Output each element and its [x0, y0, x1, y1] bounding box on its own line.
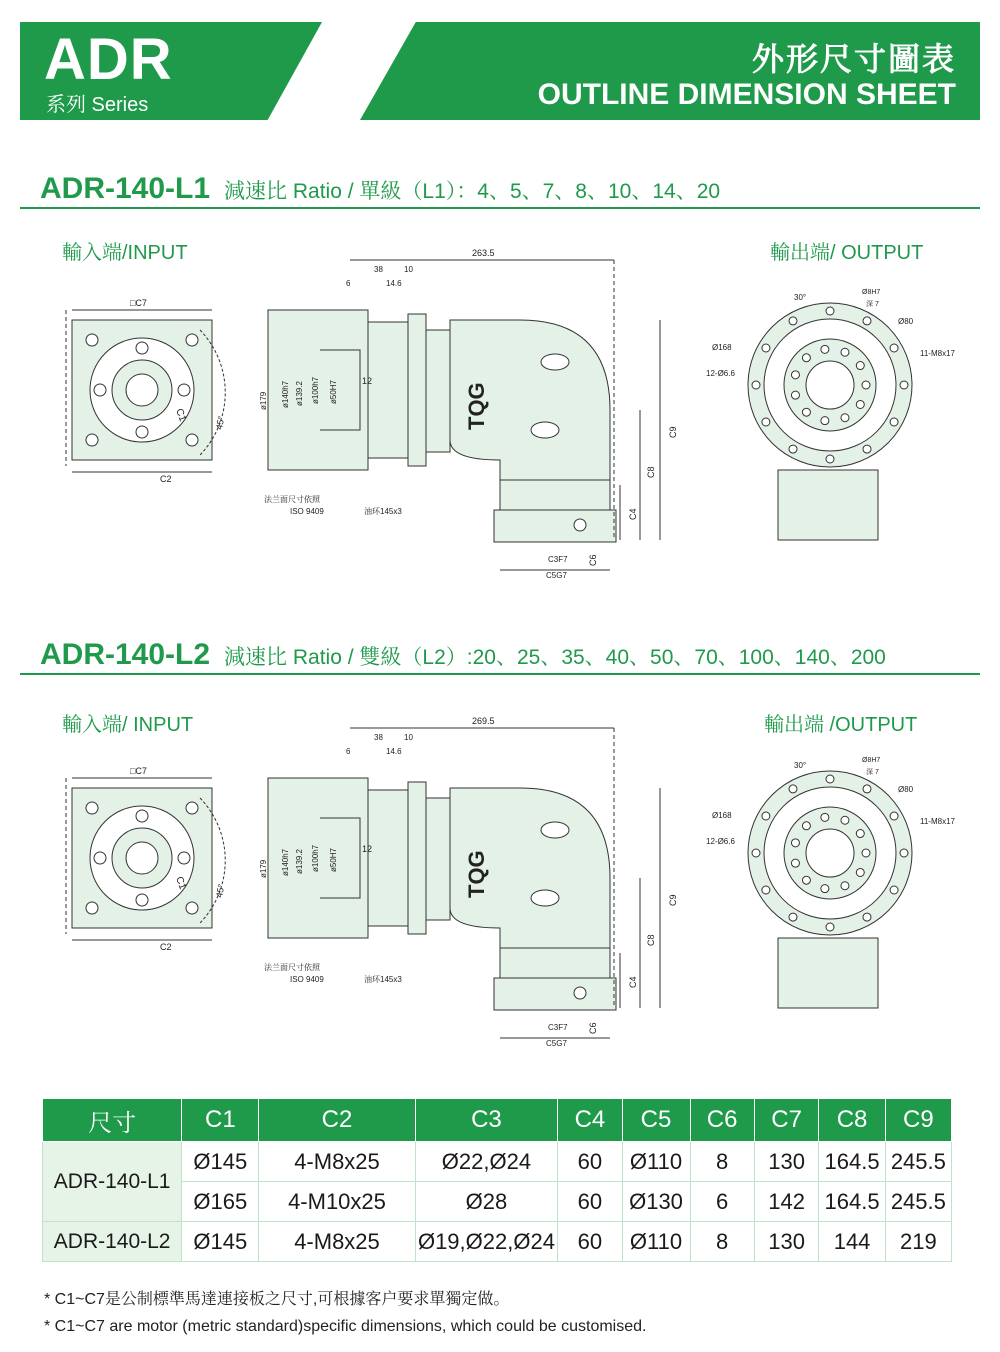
dim-phi50: ø50H7 [329, 379, 338, 404]
dim-c6: C6 [588, 554, 598, 566]
dim-c1: C1 [173, 875, 188, 892]
dim-6: 6 [346, 279, 351, 288]
dim-phi140: ø140h7 [281, 848, 290, 876]
bolt-hole [86, 902, 98, 914]
dim-angle: 45° [214, 883, 227, 899]
thread-hole [862, 849, 870, 857]
section-model: ADR-140-L1 [40, 172, 211, 205]
outer-bolt-hole [762, 886, 770, 894]
thread-hole [856, 400, 864, 408]
outer-bolt-hole [890, 344, 898, 352]
lifting-eye [531, 890, 559, 906]
key-hole [574, 519, 586, 531]
dim-10: 10 [404, 265, 413, 274]
table-cell: 219 [885, 1222, 951, 1262]
table-header: C9 [885, 1099, 951, 1142]
dim-phi80: Ø80 [898, 785, 914, 794]
output-flange-view [748, 303, 912, 540]
outer-bolt-hole [789, 317, 797, 325]
table-model-cell: ADR-140-L1 [43, 1142, 182, 1222]
section-heading-l2 [40, 638, 886, 672]
outer-bolt-hole [826, 455, 834, 463]
table-header: C1 [182, 1099, 259, 1142]
dim-12: 12 [362, 844, 373, 854]
thread-hole [841, 348, 849, 356]
table-model-cell: ADR-140-L2 [43, 1222, 182, 1262]
dim-c4: C4 [628, 508, 638, 520]
bolt-hole [178, 852, 190, 864]
dim-phi179: ø179 [259, 391, 268, 410]
key-hole [574, 987, 586, 999]
table-cell: Ø145 [182, 1142, 259, 1182]
dim-c5: C5G7 [546, 571, 567, 580]
output-label: 輸出端 /OUTPUT [764, 714, 918, 736]
dim-c7: □C7 [130, 298, 147, 308]
table-cell: Ø22,Ø24 [415, 1142, 558, 1182]
table-cell: 4-M8x25 [259, 1142, 415, 1182]
thread-hole [802, 822, 810, 830]
note-en: * C1~C7 are motor (metric standard)specific dimensions, which could be customised. [44, 1318, 647, 1335]
table-cell: 6 [690, 1182, 754, 1222]
flange-note: 法兰面尺寸依照 [264, 495, 320, 504]
output-center [806, 361, 854, 409]
drawing-l2 [0, 708, 1000, 1048]
dim-threads: 11-M8x17 [920, 349, 955, 358]
bolt-hole [94, 852, 106, 864]
dim-38: 38 [374, 265, 383, 274]
dim-deep7: 深 7 [866, 301, 879, 308]
output-flange [500, 480, 610, 510]
iso-note: ISO 9409 [290, 507, 324, 516]
dim-30: 30° [794, 293, 807, 302]
outer-bolt-hole [789, 913, 797, 921]
thread-hole [802, 354, 810, 362]
outer-bolt-hole [752, 381, 760, 389]
output-base-view [778, 470, 878, 540]
input-label: 輸入端/INPUT [62, 242, 188, 264]
table-cell: 144 [819, 1222, 885, 1262]
table-cell: 4-M8x25 [259, 1222, 415, 1262]
dim-c1: C1 [173, 407, 188, 424]
dim-c5: C5G7 [546, 1039, 567, 1048]
table-header: C4 [558, 1099, 622, 1142]
outer-bolt-hole [863, 317, 871, 325]
thread-hole [802, 876, 810, 884]
bolt-hole [136, 426, 148, 438]
outer-bolt-hole [826, 775, 834, 783]
thread-hole [841, 816, 849, 824]
thread-hole [791, 859, 799, 867]
table-header: C7 [754, 1099, 819, 1142]
table-cell: 8 [690, 1222, 754, 1262]
table-cell: Ø110 [622, 1142, 690, 1182]
drawing-l1 [0, 240, 1000, 590]
dim-14-6: 14.6 [386, 747, 402, 756]
dim-38: 38 [374, 733, 383, 742]
table-header: 尺寸 [43, 1099, 182, 1142]
section-heading-l1 [40, 172, 720, 206]
bolt-hole [186, 334, 198, 346]
table-cell: 60 [558, 1182, 622, 1222]
table-row [43, 1222, 952, 1262]
drawing-svg [0, 240, 1000, 580]
table-cell: Ø130 [622, 1182, 690, 1222]
outer-bolt-hole [900, 381, 908, 389]
section-divider [20, 673, 980, 675]
input-flange-view [66, 310, 225, 472]
table-cell: 164.5 [819, 1142, 885, 1182]
outer-bolt-hole [826, 307, 834, 315]
outer-bolt-hole [826, 923, 834, 931]
section-ratio: 減速比 Ratio / 單級（L1）：4、5、7、8、10、14、20 [224, 180, 721, 203]
table-cell: Ø19,Ø22,Ø24 [415, 1222, 558, 1262]
bolt-hole [86, 802, 98, 814]
dim-phi50: ø50H7 [329, 847, 338, 872]
dim-c9: C9 [668, 426, 678, 438]
dim-phi168: Ø168 [712, 343, 732, 352]
thread-hole [856, 830, 864, 838]
dim-c8: C8 [646, 466, 656, 478]
table-header: C5 [622, 1099, 690, 1142]
dim-12: 12 [362, 376, 373, 386]
bolt-hole [136, 342, 148, 354]
dim-phi140: ø140h7 [281, 380, 290, 408]
dim-10: 10 [404, 733, 413, 742]
note-zh: * C1~C7是公制標準馬達連接板之尺寸,可根據客户要求單獨定做。 [44, 1291, 510, 1308]
table-cell: Ø110 [622, 1222, 690, 1262]
thread-hole [862, 381, 870, 389]
dim-c9: C9 [668, 894, 678, 906]
dim-c2: C2 [160, 474, 172, 484]
dim-c7: □C7 [130, 766, 147, 776]
dim-total-length: 269.5 [472, 716, 495, 726]
thread-hole [821, 813, 829, 821]
section-divider [20, 207, 980, 209]
input-flange [368, 322, 408, 458]
table-cell: 130 [754, 1142, 819, 1182]
dim-phi139: ø139.2 [295, 381, 304, 406]
table-cell: Ø145 [182, 1222, 259, 1262]
table-cell: Ø165 [182, 1182, 259, 1222]
table-cell: 60 [558, 1142, 622, 1182]
table-cell: 245.5 [885, 1142, 951, 1182]
outer-bolt-hole [890, 886, 898, 894]
thread-hole [802, 408, 810, 416]
section-ratio: 減速比 Ratio / 雙級（L2）:20、25、35、40、50、70、100、140、200 [224, 646, 886, 669]
brand-logo: TQG [464, 850, 489, 898]
output-base [494, 510, 616, 542]
thread-hole [856, 362, 864, 370]
output-flange-view [748, 771, 912, 1008]
bolt-hole [136, 810, 148, 822]
table-cell: Ø28 [415, 1182, 558, 1222]
neck [426, 798, 450, 920]
dim-14-6: 14.6 [386, 279, 402, 288]
drawing-svg [0, 708, 1000, 1048]
dim-phi80: Ø80 [898, 317, 914, 326]
table-cell: 8 [690, 1142, 754, 1182]
table-cell: 164.5 [819, 1182, 885, 1222]
dim-c4: C4 [628, 976, 638, 988]
outer-bolt-hole [863, 785, 871, 793]
bolt-hole [136, 894, 148, 906]
dim-phi100: ø100h7 [311, 376, 320, 404]
sheet-title-en: OUTLINE DIMENSION SHEET [537, 78, 956, 111]
output-base [494, 978, 616, 1010]
flange-shaft [126, 374, 158, 406]
table-header: C8 [819, 1099, 885, 1142]
lifting-eye [541, 354, 569, 370]
dim-phi179: ø179 [259, 859, 268, 878]
thread-hole [791, 839, 799, 847]
sheet-title-zh: 外形尺寸圖表 [751, 41, 956, 77]
lifting-eye [541, 822, 569, 838]
dim-phi139: ø139.2 [295, 849, 304, 874]
thread-hole [791, 371, 799, 379]
dim-phi168: Ø168 [712, 811, 732, 820]
table-cell: 130 [754, 1222, 819, 1262]
input-flange-view [66, 778, 225, 940]
dim-phi100: ø100h7 [311, 844, 320, 872]
series-subtitle: 系列 Series [46, 94, 149, 116]
dim-c3: C3F7 [548, 1023, 568, 1032]
thread-hole [821, 345, 829, 353]
dim-threads: 11-M8x17 [920, 817, 955, 826]
input-label: 輸入端/ INPUT [62, 714, 194, 736]
outer-bolt-hole [789, 445, 797, 453]
dim-6: 6 [346, 747, 351, 756]
dim-c2: C2 [160, 942, 172, 952]
dim-30: 30° [794, 761, 807, 770]
table-header: C2 [259, 1099, 415, 1142]
flange-ring [408, 782, 426, 934]
output-flange [500, 948, 610, 978]
thread-hole [841, 414, 849, 422]
flange-ring [408, 314, 426, 466]
outer-bolt-hole [789, 785, 797, 793]
bolt-hole [186, 902, 198, 914]
dim-holes: 12-Ø6.6 [706, 369, 735, 378]
table-header-row [43, 1099, 952, 1142]
neck [426, 330, 450, 452]
dim-c3: C3F7 [548, 555, 568, 564]
output-label: 輸出端/ OUTPUT [770, 242, 924, 264]
dim-phi8: Ø8H7 [862, 757, 881, 764]
output-base-view [778, 938, 878, 1008]
table-cell: 4-M10x25 [259, 1182, 415, 1222]
dim-c8: C8 [646, 934, 656, 946]
dim-phi8: Ø8H7 [862, 289, 881, 296]
thread-hole [791, 391, 799, 399]
outer-bolt-hole [762, 812, 770, 820]
dim-holes: 12-Ø6.6 [706, 837, 735, 846]
table-cell: 60 [558, 1222, 622, 1262]
brand-logo: TQG [464, 382, 489, 430]
thread-hole [821, 885, 829, 893]
dim-deep7: 深 7 [866, 769, 879, 776]
table-row [43, 1142, 952, 1182]
oil-ring-note: 油环145x3 [364, 975, 402, 984]
table-cell: 142 [754, 1182, 819, 1222]
input-flange [368, 790, 408, 926]
dim-c6: C6 [588, 1022, 598, 1034]
table-cell: 245.5 [885, 1182, 951, 1222]
flange-shaft [126, 842, 158, 874]
bolt-hole [86, 334, 98, 346]
bolt-hole [86, 434, 98, 446]
outer-bolt-hole [890, 418, 898, 426]
outer-bolt-hole [890, 812, 898, 820]
outer-bolt-hole [752, 849, 760, 857]
bolt-hole [94, 384, 106, 396]
lifting-eye [531, 422, 559, 438]
dim-angle: 45° [214, 415, 227, 431]
thread-hole [841, 882, 849, 890]
dim-total-length: 263.5 [472, 248, 495, 258]
bolt-hole [186, 802, 198, 814]
table-header: C6 [690, 1099, 754, 1142]
iso-note: ISO 9409 [290, 975, 324, 984]
outer-bolt-hole [863, 913, 871, 921]
bolt-hole [186, 434, 198, 446]
output-center [806, 829, 854, 877]
oil-ring-note: 油环145x3 [364, 507, 402, 516]
table-header: C3 [415, 1099, 558, 1142]
outer-bolt-hole [762, 344, 770, 352]
outer-bolt-hole [900, 849, 908, 857]
outer-bolt-hole [762, 418, 770, 426]
thread-hole [856, 868, 864, 876]
bolt-hole [178, 384, 190, 396]
flange-note: 法兰面尺寸依照 [264, 963, 320, 972]
section-model: ADR-140-L2 [40, 638, 211, 671]
thread-hole [821, 417, 829, 425]
series-code: ADR [44, 27, 173, 92]
dimension-table [42, 1098, 952, 1262]
outer-bolt-hole [863, 445, 871, 453]
